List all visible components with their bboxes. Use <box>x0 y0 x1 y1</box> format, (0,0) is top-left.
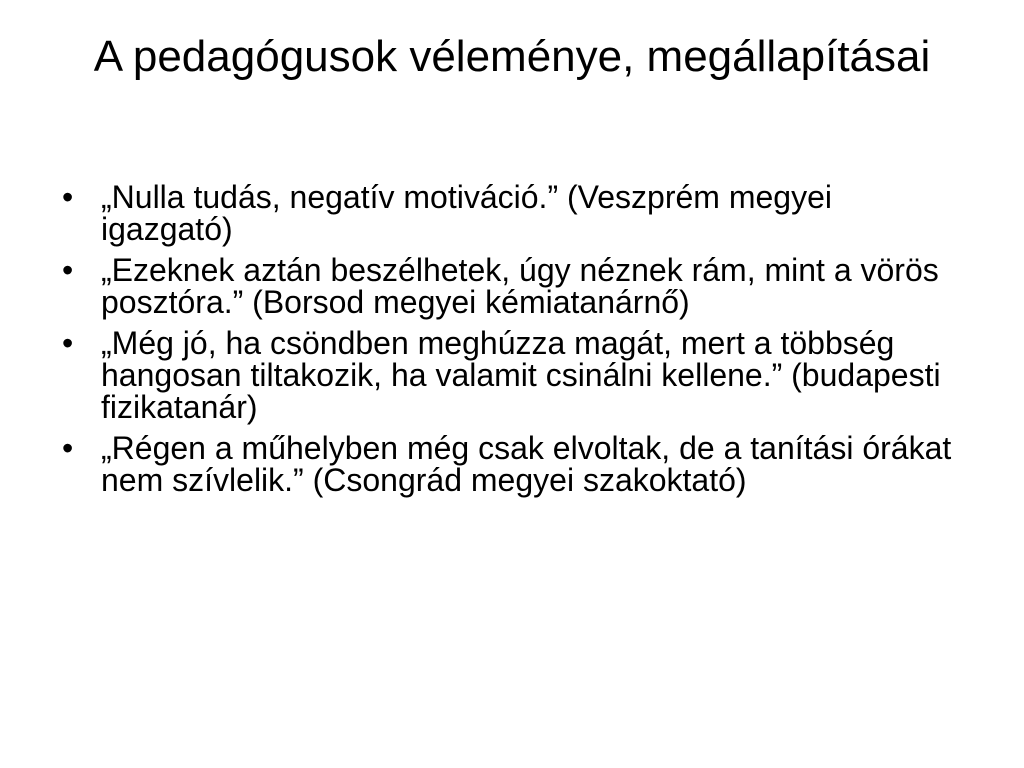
bullet-text: „Még jó, ha csöndben meghúzza magát, mert a többség hangosan tiltakozik, ha valamit csinálni kellene.” (budapesti fizikatanár) <box>101 325 941 425</box>
bullet-item <box>62 327 962 423</box>
slide-title: A pedagógusok véleménye, megállapításai <box>93 32 931 81</box>
bullet-item <box>62 254 962 318</box>
bullet-list <box>62 181 962 505</box>
bullet-text: „Nulla tudás, negatív motiváció.” (Veszprém megyei igazgató) <box>101 179 832 247</box>
bullet-item <box>62 432 962 496</box>
bullet-marker: • <box>62 252 74 288</box>
bullet-text: „Ezeknek aztán beszélhetek, úgy néznek rám, mint a vörös posztóra.” (Borsod megyei kémiatanárnő) <box>101 252 939 320</box>
bullet-text: „Régen a műhelyben még csak elvoltak, de a tanítási órákat nem szívlelik.” (Csongrád megyei szakoktató) <box>101 430 952 498</box>
bullet-item <box>62 181 962 245</box>
bullet-marker: • <box>62 430 74 466</box>
bullet-marker: • <box>62 325 74 361</box>
bullet-marker: • <box>62 179 74 215</box>
